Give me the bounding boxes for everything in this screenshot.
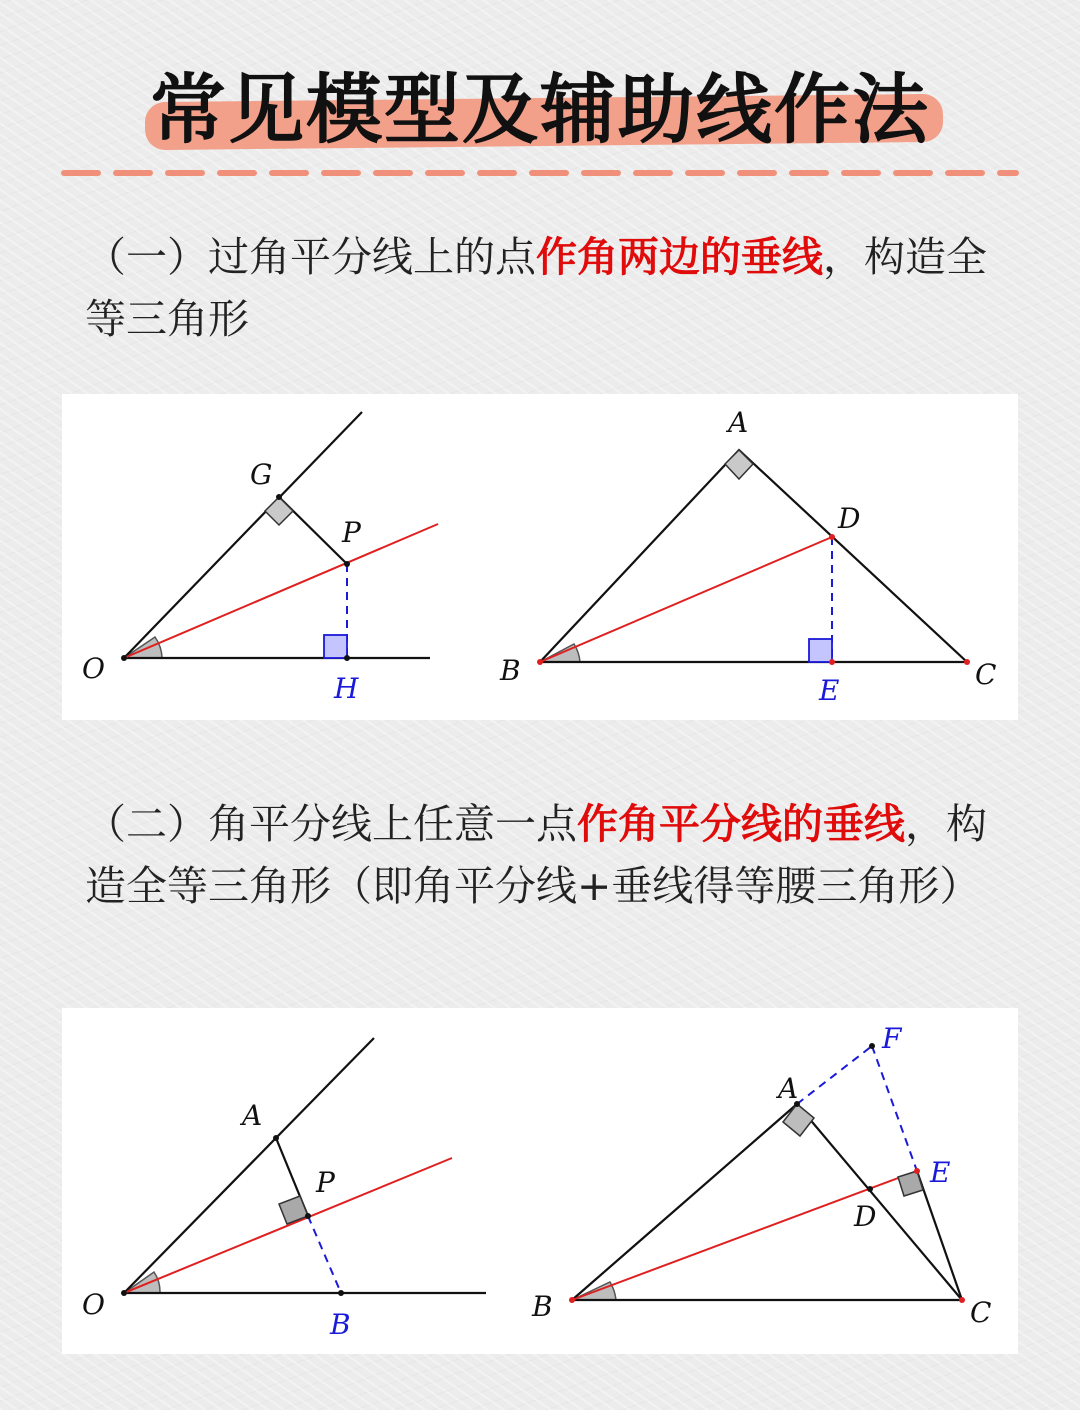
triangle-ABC — [540, 450, 967, 662]
point-B — [569, 1297, 575, 1303]
section-1-highlight: 作角两边的垂线 — [536, 233, 823, 281]
point-P — [305, 1213, 311, 1219]
segment-FE — [872, 1046, 917, 1171]
bisector-BE — [572, 1171, 917, 1300]
bisector — [124, 1158, 452, 1293]
ray-upper — [124, 412, 362, 658]
point-B — [537, 659, 543, 665]
title-underline — [60, 166, 1020, 180]
bisector — [124, 524, 438, 658]
figure-1-svg — [62, 394, 1018, 720]
right-angle-A — [783, 1104, 814, 1136]
section-2-prefix: （二）角平分线上任意一点 — [85, 800, 577, 848]
section-1-text — [85, 226, 1000, 350]
point-O — [121, 1290, 127, 1296]
bisector-BD — [540, 537, 832, 662]
label-E: E — [930, 1156, 951, 1189]
page-title: 常见模型及辅助线作法 — [150, 65, 930, 154]
section-2-text — [85, 793, 1000, 917]
point-B — [338, 1290, 344, 1296]
point-E — [829, 659, 835, 665]
point-F — [869, 1043, 875, 1049]
label-B: B — [330, 1308, 351, 1341]
right-angle-E — [809, 639, 832, 662]
label-A: A — [242, 1099, 263, 1132]
point-A — [273, 1135, 279, 1141]
segment-AF — [797, 1046, 872, 1104]
section-2-highlight: 作角平分线的垂线 — [577, 800, 905, 848]
right-angle-G — [265, 497, 293, 525]
point-O — [121, 655, 127, 661]
figure-2a — [82, 1038, 486, 1341]
point-C — [964, 659, 970, 665]
section-1-suffix: ，构造全等三角形 — [85, 233, 987, 343]
label-F: F — [882, 1022, 902, 1055]
label-D: D — [854, 1200, 877, 1233]
figure-panel-2 — [62, 1008, 1018, 1354]
label-O: O — [82, 652, 105, 685]
label-P: P — [342, 516, 361, 549]
figure-1b — [499, 406, 996, 707]
label-B: B — [532, 1290, 553, 1323]
point-C — [959, 1297, 965, 1303]
label-A: A — [778, 1072, 799, 1105]
point-E — [914, 1168, 920, 1174]
point-G — [276, 494, 282, 500]
label-C: C — [970, 1296, 992, 1329]
label-P: P — [316, 1166, 335, 1199]
label-H: H — [334, 672, 359, 705]
segment-PB — [308, 1216, 341, 1293]
title-wrap — [0, 60, 1080, 160]
section-1-prefix: （一）过角平分线上的点 — [85, 233, 536, 281]
point-H — [344, 655, 350, 661]
point-P — [344, 561, 350, 567]
section-2-suffix: ，构造全等三角形（即角平分线+垂线得等腰三角形） — [85, 800, 987, 910]
ray-upper — [124, 1038, 374, 1293]
figure-2b — [531, 1022, 991, 1329]
point-D — [829, 534, 835, 540]
label-C: C — [975, 658, 997, 691]
label-O: O — [82, 1288, 105, 1321]
right-angle-A — [725, 450, 753, 479]
label-B: B — [500, 654, 521, 687]
point-D — [867, 1186, 873, 1192]
label-D: D — [838, 502, 861, 535]
label-A: A — [728, 406, 749, 439]
right-angle-H — [324, 635, 347, 658]
figure-2-svg — [62, 1008, 1018, 1354]
triangle-ABC — [572, 1104, 962, 1300]
label-E: E — [819, 674, 840, 707]
label-G: G — [250, 458, 273, 491]
figure-1a — [82, 412, 438, 705]
figure-panel-1 — [62, 394, 1018, 720]
